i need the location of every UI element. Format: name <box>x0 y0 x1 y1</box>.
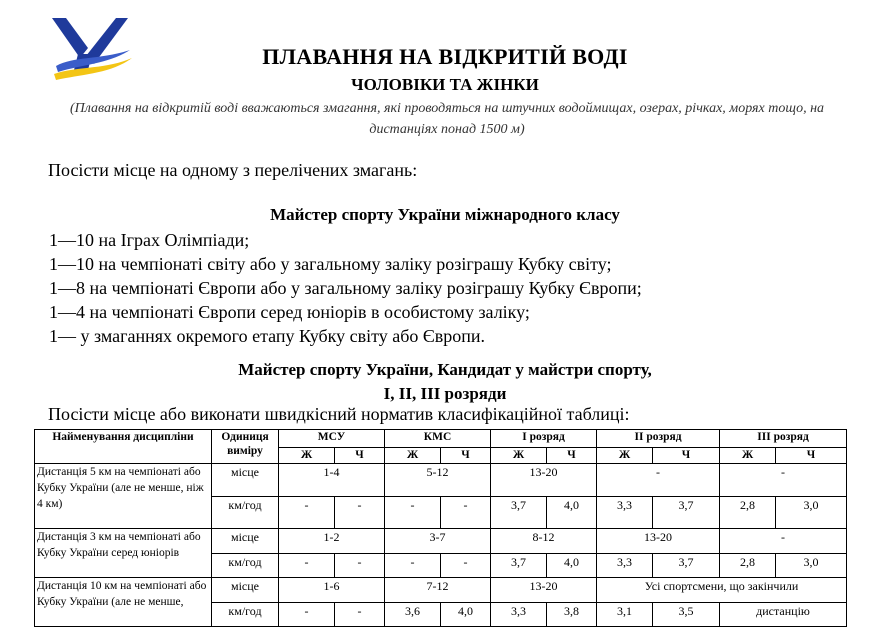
place-rank-2-3: Усі спортсмени, що закінчили <box>597 578 847 603</box>
speed-r2-f: 3,1 <box>597 602 653 627</box>
classification-table <box>34 429 847 627</box>
header-female: Ж <box>279 448 335 464</box>
speed-msu-m: - <box>335 602 385 627</box>
place-rank-3: - <box>720 529 847 554</box>
section-title-ranks: I, II, III розряди <box>383 384 507 403</box>
table-header-row <box>35 430 847 448</box>
speed-r1-f: 3,7 <box>491 553 547 578</box>
header-female: Ж <box>720 448 776 464</box>
page-title: ПЛАВАННЯ НА ВІДКРИТІЙ ВОДІ <box>262 44 628 69</box>
list-item: 1—8 на чемпіонаті Європи або у загальному заліку розіграшу Кубку Європи; <box>49 278 642 298</box>
list-item: 1— у змаганнях окремого етапу Кубку світу або Європи. <box>49 326 486 346</box>
place-msu: 1-4 <box>279 464 385 497</box>
speed-r3-f: 2,8 <box>720 553 776 578</box>
speed-msu-f: - <box>279 553 335 578</box>
speed-r1-m: 3,8 <box>547 602 597 627</box>
speed-r3-f: 2,8 <box>720 496 776 529</box>
table-row <box>35 529 847 554</box>
unit-place: місце <box>212 464 279 497</box>
header-male: Ч <box>335 448 385 464</box>
place-kms: 7-12 <box>385 578 491 603</box>
speed-r3-m: 3,0 <box>776 553 847 578</box>
list-item: 1—4 на чемпіонаті Європи серед юніорів в особистому заліку; <box>49 302 530 322</box>
page-subtitle: ЧОЛОВІКИ ТА ЖІНКИ <box>351 75 539 94</box>
speed-r2-m: 3,5 <box>653 602 720 627</box>
speed-msu-f: - <box>279 602 335 627</box>
place-msu: 1-2 <box>279 529 385 554</box>
speed-r2-f: 3,3 <box>597 496 653 529</box>
header-male: Ч <box>653 448 720 464</box>
speed-r1-f: 3,7 <box>491 496 547 529</box>
header-male: Ч <box>776 448 847 464</box>
place-rank-1: 13-20 <box>491 578 597 603</box>
unit-speed: км/год <box>212 553 279 578</box>
place-msu: 1-6 <box>279 578 385 603</box>
unit-place: місце <box>212 529 279 554</box>
place-kms: 5-12 <box>385 464 491 497</box>
speed-kms-m: 4,0 <box>441 602 491 627</box>
speed-kms-f: - <box>385 496 441 529</box>
speed-msu-m: - <box>335 553 385 578</box>
place-kms: 3-7 <box>385 529 491 554</box>
speed-r3: дистанцію <box>720 602 847 627</box>
speed-kms-f: 3,6 <box>385 602 441 627</box>
table-row <box>35 464 847 497</box>
classification-lead-text: Посісти місце або виконати швидкісний норматив класифікаційної таблиці: <box>48 404 630 424</box>
place-rank-1: 8-12 <box>491 529 597 554</box>
header-unit: Одиниця виміру <box>212 430 279 464</box>
header-female: Ж <box>385 448 441 464</box>
section-title-msu-kms: Майстер спорту України, Кандидат у майстри спорту, <box>238 360 652 379</box>
speed-msu-f: - <box>279 496 335 529</box>
header-male: Ч <box>547 448 597 464</box>
speed-msu-m: - <box>335 496 385 529</box>
discipline-cell: Дистанція 3 км на чемпіонаті або Кубку України серед юніорів <box>35 529 212 578</box>
table-row <box>35 578 847 603</box>
header-msu: МСУ <box>279 430 385 448</box>
speed-r1-m: 4,0 <box>547 553 597 578</box>
discipline-cell: Дистанція 10 км на чемпіонаті або Кубку України (але не менше, <box>35 578 212 627</box>
header-discipline: Найменування дисципліни <box>35 430 212 464</box>
definition-note: (Плавання на відкритій воді вважаються змагання, які проводяться на штучних водоймищах, озерах, річках, морях тощо, на дистанціях понад 1500 м) <box>69 101 825 137</box>
unit-speed: км/год <box>212 602 279 627</box>
speed-kms-m: - <box>441 496 491 529</box>
speed-r2-f: 3,3 <box>597 553 653 578</box>
section-title-msmk: Майстер спорту України міжнародного класу <box>270 205 620 224</box>
header-female: Ж <box>597 448 653 464</box>
header-kms: КМС <box>385 430 491 448</box>
speed-r2-m: 3,7 <box>653 496 720 529</box>
header-female: Ж <box>491 448 547 464</box>
place-rank-3: - <box>720 464 847 497</box>
unit-place: місце <box>212 578 279 603</box>
list-item: 1—10 на Іграх Олімпіади; <box>49 230 250 250</box>
header-rank-2: II розряд <box>597 430 720 448</box>
header-rank-1: I розряд <box>491 430 597 448</box>
place-rank-2: 13-20 <box>597 529 720 554</box>
speed-r1-f: 3,3 <box>491 602 547 627</box>
speed-r2-m: 3,7 <box>653 553 720 578</box>
list-item: 1—10 на чемпіонаті світу або у загальному заліку розіграшу Кубку світу; <box>49 254 612 274</box>
speed-kms-f: - <box>385 553 441 578</box>
speed-kms-m: - <box>441 553 491 578</box>
place-rank-2: - <box>597 464 720 497</box>
unit-speed: км/год <box>212 496 279 529</box>
speed-r3-m: 3,0 <box>776 496 847 529</box>
place-rank-1: 13-20 <box>491 464 597 497</box>
msmk-criteria-list <box>49 228 642 348</box>
speed-r1-m: 4,0 <box>547 496 597 529</box>
intro-text: Посісти місце на одному з перелічених змагань: <box>48 160 418 180</box>
header-male: Ч <box>441 448 491 464</box>
header-rank-3: III розряд <box>720 430 847 448</box>
discipline-cell: Дистанція 5 км на чемпіонаті або Кубку України (але не менше, ніж 4 км) <box>35 464 212 529</box>
